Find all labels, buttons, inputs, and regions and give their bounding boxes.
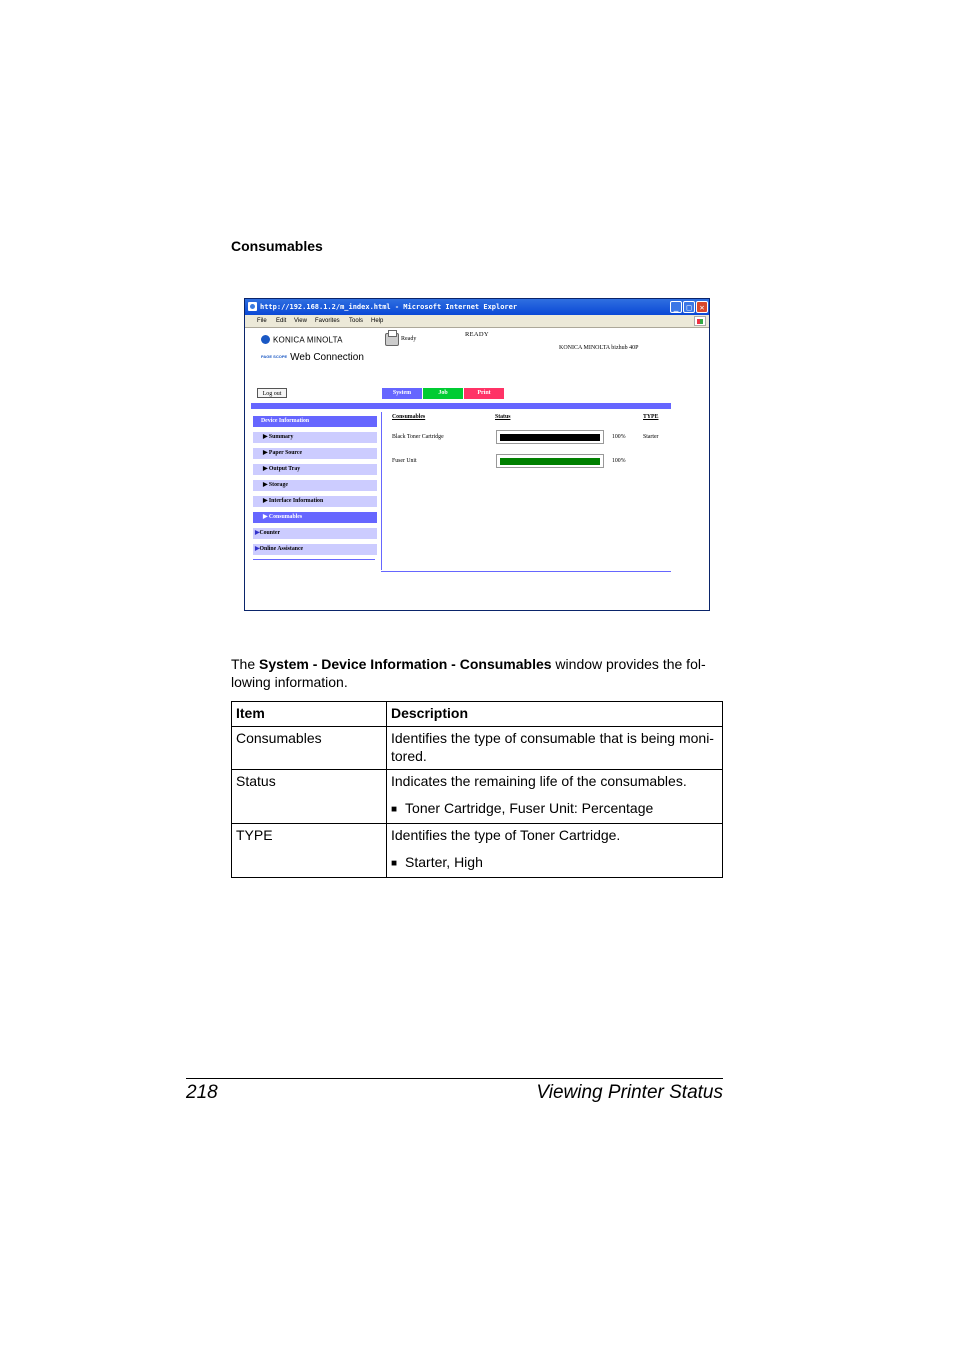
printer-icon <box>385 333 399 346</box>
tab-system[interactable]: System <box>382 388 422 399</box>
window-title: http://192.168.1.2/m_index.html - Microsoft Internet Explorer <box>260 303 518 311</box>
sidebar-item-consumables[interactable]: ▶ Consumables <box>253 512 377 523</box>
arrow-right-icon: ▶ <box>263 450 269 456</box>
content-divider <box>381 412 382 570</box>
maximize-icon[interactable]: □ <box>683 301 695 313</box>
tab-job[interactable]: Job <box>423 388 463 399</box>
level-bar <box>496 430 604 444</box>
menu-edit[interactable]: Edit <box>276 318 287 324</box>
header-item: Item <box>232 702 387 727</box>
info-table <box>231 701 723 878</box>
status-small: Ready <box>401 336 417 342</box>
header-divider <box>251 403 671 409</box>
pagescope-mark: PAGE SCOPE <box>261 354 288 360</box>
model-name: KONICA MINOLTA bizhub 40P <box>559 345 639 351</box>
konica-minolta-logo-icon <box>261 335 270 344</box>
window-path: System - Device Information - Consumables <box>259 656 552 672</box>
row-bullet: ■ Toner Cartridge, Fuser Unit: Percentage <box>391 799 718 819</box>
sidebar-item-storage[interactable]: ▶ Storage <box>253 480 377 491</box>
header-description: Description <box>387 702 723 727</box>
section-heading: Consumables <box>231 238 323 254</box>
brand-logo: KONICA MINOLTA <box>261 335 343 344</box>
level-percent: 100% <box>612 434 626 440</box>
sidebar-item-online-assistance[interactable]: ▶Online Assistance <box>253 544 377 555</box>
arrow-right-icon: ▶ <box>255 546 260 552</box>
level-percent: 100% <box>612 458 626 464</box>
row-bullet: ■ Starter, High <box>391 853 718 873</box>
sidebar-item-interface-information[interactable]: ▶ Interface Information <box>253 496 377 507</box>
row-item: Status <box>232 770 387 824</box>
sidebar-item-counter[interactable]: ▶Counter <box>253 528 377 539</box>
web-page <box>245 328 709 610</box>
col-header-status: Status <box>495 414 511 420</box>
consumable-name: Black Toner Cartridge <box>392 434 444 440</box>
sidebar-item-summary[interactable]: ▶ Summary <box>253 432 377 443</box>
arrow-right-icon: ▶ <box>263 482 269 488</box>
level-bar-fill <box>500 458 600 465</box>
sidebar-item-output-tray[interactable]: ▶ Output Tray <box>253 464 377 475</box>
col-header-consumables: Consumables <box>392 414 426 420</box>
description-paragraph: The System - Device Information - Consumables window provides the fol-lowing information. <box>231 656 706 690</box>
menu-tools[interactable]: Tools <box>349 318 364 324</box>
level-bar <box>496 454 604 468</box>
menu-favorites[interactable]: Favorites <box>315 318 340 324</box>
table-header-row <box>232 702 723 727</box>
page-number: 218 <box>186 1082 218 1103</box>
tab-print[interactable]: Print <box>464 388 504 399</box>
browser-window <box>244 298 710 611</box>
menu-view[interactable]: View <box>294 318 307 324</box>
footer-rule <box>186 1078 723 1079</box>
title-bar <box>245 299 709 315</box>
close-icon[interactable]: ✕ <box>696 301 708 313</box>
content-bottom-rule <box>381 571 671 572</box>
arrow-right-icon: ▶ <box>255 530 260 536</box>
sidebar-item-paper-source[interactable]: ▶ Paper Source <box>253 448 377 459</box>
minimize-icon[interactable]: _ <box>670 301 682 313</box>
row-description-cell <box>387 824 723 878</box>
arrow-right-icon: ▶ <box>263 498 269 504</box>
product-logo: PAGE SCOPE Web Connection <box>261 352 364 363</box>
arrow-right-icon: ▶ <box>263 466 269 472</box>
arrow-right-icon: ▶ <box>263 514 269 520</box>
table-row <box>232 727 723 770</box>
row-item: Consumables <box>232 727 387 770</box>
table-row <box>232 824 723 878</box>
logout-button[interactable]: Log out <box>257 388 287 398</box>
table-row <box>232 770 723 824</box>
consumable-type: Starter <box>643 434 659 440</box>
consumable-name: Fuser Unit <box>392 458 417 464</box>
sidebar-item-device-information[interactable]: Device Information <box>253 416 377 427</box>
chapter-title: Viewing Printer Status <box>536 1082 723 1103</box>
row-description: Identifies the type of consumable that is being moni-tored. <box>387 727 723 770</box>
arrow-right-icon: ▶ <box>263 434 269 440</box>
sidebar-divider <box>253 559 375 560</box>
windows-logo-icon <box>694 316 706 326</box>
row-item: TYPE <box>232 824 387 878</box>
row-description: Indicates the remaining life of the consumables. <box>391 773 687 789</box>
status-big: READY <box>465 331 489 338</box>
row-description-cell <box>387 770 723 824</box>
col-header-type: TYPE <box>643 414 659 420</box>
row-description: Identifies the type of Toner Cartridge. <box>391 827 621 843</box>
level-bar-fill <box>500 434 600 441</box>
menu-help[interactable]: Help <box>371 318 384 324</box>
ie-icon <box>248 302 257 311</box>
menu-file[interactable]: File <box>257 318 267 324</box>
menu-bar <box>245 315 709 328</box>
